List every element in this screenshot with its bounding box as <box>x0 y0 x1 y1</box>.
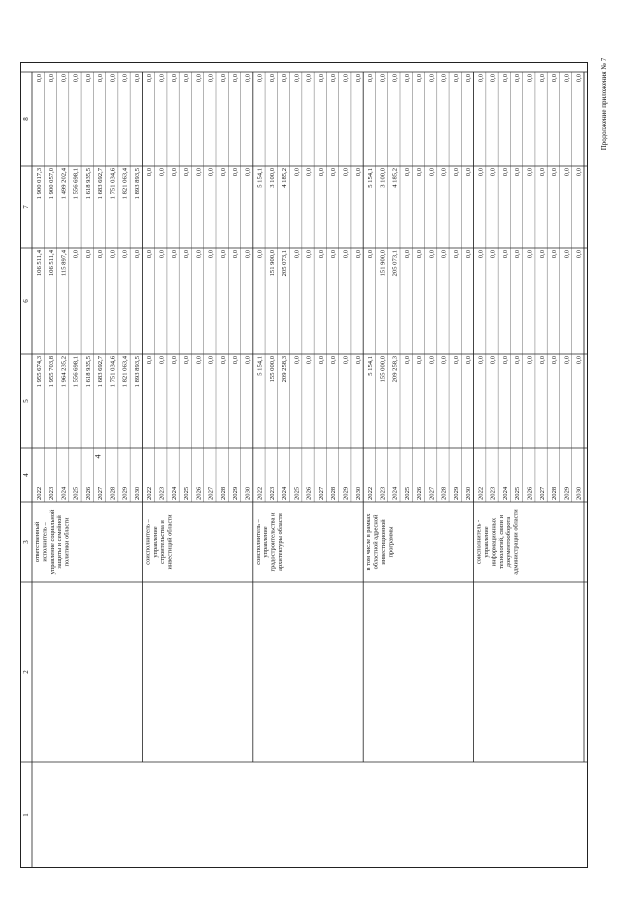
value-cell: 0,0 <box>416 74 424 83</box>
value-cell: 0,0 <box>551 74 559 83</box>
value-cell: 0,0 <box>452 168 460 177</box>
value-cell: 0,0 <box>465 250 473 259</box>
value-cell: 0,0 <box>195 250 203 259</box>
value-cell: 0,0 <box>72 74 80 83</box>
group-label-line: ответственный <box>34 521 41 563</box>
year-cell: 2026 <box>526 486 534 500</box>
value-cell: 0,0 <box>538 168 546 177</box>
value-cell: 0,0 <box>489 74 497 83</box>
value-cell: 5 154,1 <box>367 168 375 188</box>
value-cell: 0,0 <box>367 74 375 83</box>
value-cell: 0,0 <box>158 356 166 365</box>
value-cell: 0,0 <box>379 74 387 83</box>
value-cell: 205 073,1 <box>281 250 289 277</box>
value-cell: 0,0 <box>342 74 350 83</box>
year-cell: 2027 <box>317 486 325 500</box>
value-cell: 0,0 <box>317 168 325 177</box>
value-cell: 0,0 <box>281 74 289 83</box>
year-cell: 2027 <box>97 486 105 500</box>
value-cell: 0,0 <box>158 168 166 177</box>
value-cell: 151 900,0 <box>268 250 276 277</box>
value-cell: 0,0 <box>403 74 411 83</box>
value-cell: 0,0 <box>563 250 571 259</box>
value-cell: 0,0 <box>232 250 240 259</box>
value-cell: 0,0 <box>207 74 215 83</box>
value-cell: 0,0 <box>501 74 509 83</box>
column-number: 2 <box>22 670 30 674</box>
value-cell: 0,0 <box>514 168 522 177</box>
value-cell: 0,0 <box>195 74 203 83</box>
year-cell: 2030 <box>244 486 252 500</box>
value-cell: 0,0 <box>477 74 485 83</box>
value-cell: 0,0 <box>146 356 154 365</box>
value-cell: 0,0 <box>183 250 191 259</box>
value-cell: 0,0 <box>170 168 178 177</box>
column-number: 1 <box>22 813 30 817</box>
value-cell: 1 499 202,4 <box>60 168 68 200</box>
value-cell: 0,0 <box>48 74 56 83</box>
column-number: 7 <box>22 205 30 209</box>
value-cell: 0,0 <box>84 250 92 259</box>
group-label-line: политики области <box>63 517 71 567</box>
value-cell: 0,0 <box>121 74 129 83</box>
value-cell: 0,0 <box>428 356 436 365</box>
value-cell: 1 683 692,7 <box>97 356 105 388</box>
value-cell: 1 618 935,5 <box>84 168 92 200</box>
group-label-line: управление <box>151 526 159 558</box>
year-cell: 2030 <box>354 486 362 500</box>
year-cell: 2025 <box>514 486 522 500</box>
value-cell: 0,0 <box>465 356 473 365</box>
value-cell: 0,0 <box>514 74 522 83</box>
value-cell: 1 821 063,4 <box>121 168 129 200</box>
value-cell: 0,0 <box>489 250 497 259</box>
value-cell: 0,0 <box>317 250 325 259</box>
year-cell: 2029 <box>121 486 129 500</box>
value-cell: 0,0 <box>330 168 338 177</box>
value-cell: 1 618 935,5 <box>84 356 92 388</box>
group-label-line: информационных <box>490 517 498 567</box>
value-cell: 0,0 <box>244 250 252 259</box>
year-cell: 2026 <box>195 486 203 500</box>
value-cell: 0,0 <box>330 74 338 83</box>
year-cell: 2028 <box>219 486 227 500</box>
value-cell: 0,0 <box>551 168 559 177</box>
value-cell: 3 100,0 <box>379 168 387 188</box>
value-cell: 0,0 <box>219 250 227 259</box>
value-cell: 0,0 <box>72 250 80 259</box>
value-cell: 0,0 <box>293 356 301 365</box>
year-cell: 2028 <box>551 486 559 500</box>
value-cell: 0,0 <box>526 356 534 365</box>
value-cell: 0,0 <box>256 250 264 259</box>
value-cell: 0,0 <box>109 250 117 259</box>
year-cell: 2022 <box>367 486 375 500</box>
year-cell: 2027 <box>207 486 215 500</box>
value-cell: 0,0 <box>428 168 436 177</box>
value-cell: 0,0 <box>354 74 362 83</box>
column-number: 6 <box>22 299 30 303</box>
value-cell: 0,0 <box>342 356 350 365</box>
value-cell: 1 893 893,5 <box>133 168 141 200</box>
value-cell: 0,0 <box>403 356 411 365</box>
value-cell: 1 955 703,8 <box>48 356 56 388</box>
value-cell: 1 556 698,1 <box>72 356 80 388</box>
value-cell: 0,0 <box>183 168 191 177</box>
value-cell: 0,0 <box>563 168 571 177</box>
year-cell: 2025 <box>403 486 411 500</box>
group-label-line: защиты и семейной <box>56 515 64 569</box>
value-cell: 1 900 057,0 <box>48 168 56 200</box>
value-cell: 0,0 <box>501 356 509 365</box>
value-cell: 0,0 <box>440 74 448 83</box>
value-cell: 0,0 <box>575 168 583 177</box>
value-cell: 0,0 <box>354 168 362 177</box>
value-cell: 1 556 698,1 <box>72 168 80 200</box>
value-cell: 0,0 <box>551 356 559 365</box>
value-cell: 5 154,1 <box>367 356 375 376</box>
year-cell: 2022 <box>256 486 264 500</box>
value-cell: 0,0 <box>317 356 325 365</box>
year-cell: 2027 <box>428 486 436 500</box>
value-cell: 0,0 <box>526 250 534 259</box>
year-cell: 2028 <box>440 486 448 500</box>
value-cell: 115 897,4 <box>60 250 68 277</box>
value-cell: 0,0 <box>219 356 227 365</box>
value-cell: 0,0 <box>195 356 203 365</box>
value-cell: 205 073,1 <box>391 250 399 277</box>
value-cell: 0,0 <box>501 168 509 177</box>
year-cell: 2024 <box>170 486 178 500</box>
value-cell: 1 955 674,3 <box>35 356 43 388</box>
value-cell: 209 258,3 <box>391 356 399 383</box>
value-cell: 1 751 034,6 <box>109 356 117 388</box>
value-cell: 0,0 <box>452 74 460 83</box>
year-cell: 2023 <box>48 486 56 500</box>
value-cell: 155 000,0 <box>379 356 387 383</box>
value-cell: 209 258,3 <box>281 356 289 383</box>
value-cell: 0,0 <box>97 250 105 259</box>
value-cell: 0,0 <box>219 168 227 177</box>
value-cell: 0,0 <box>293 250 301 259</box>
value-cell: 0,0 <box>330 356 338 365</box>
year-cell: 2030 <box>465 486 473 500</box>
value-cell: 0,0 <box>465 168 473 177</box>
financing-table-grid <box>20 62 588 868</box>
group-label-line: администрации области <box>512 509 520 575</box>
value-cell: 0,0 <box>416 250 424 259</box>
value-cell: 0,0 <box>403 168 411 177</box>
year-cell: 2030 <box>133 486 141 500</box>
value-cell: 0,0 <box>489 356 497 365</box>
value-cell: 0,0 <box>60 74 68 83</box>
year-cell: 2023 <box>379 486 387 500</box>
year-cell: 2024 <box>391 486 399 500</box>
value-cell: 0,0 <box>97 74 105 83</box>
value-cell: 4 185,2 <box>281 168 289 188</box>
year-cell: 2022 <box>477 486 485 500</box>
year-cell: 2025 <box>293 486 301 500</box>
value-cell: 0,0 <box>538 74 546 83</box>
year-cell: 2029 <box>452 486 460 500</box>
value-cell: 0,0 <box>305 74 313 83</box>
value-cell: 0,0 <box>232 74 240 83</box>
value-cell: 0,0 <box>207 250 215 259</box>
year-cell: 2023 <box>158 486 166 500</box>
financing-table <box>20 62 588 868</box>
value-cell: 0,0 <box>133 74 141 83</box>
value-cell: 0,0 <box>207 168 215 177</box>
value-cell: 0,0 <box>268 74 276 83</box>
group-label-line: строительства и <box>159 520 167 564</box>
value-cell: 106 511,4 <box>35 250 43 277</box>
year-cell: 2026 <box>416 486 424 500</box>
year-cell: 2028 <box>109 486 117 500</box>
value-cell: 0,0 <box>183 356 191 365</box>
value-cell: 0,0 <box>514 356 522 365</box>
year-cell: 2029 <box>563 486 571 500</box>
value-cell: 0,0 <box>170 356 178 365</box>
value-cell: 0,0 <box>183 74 191 83</box>
year-cell: 2030 <box>575 486 583 500</box>
value-cell: 0,0 <box>526 168 534 177</box>
group-label-line: соисполнитель – <box>254 519 262 565</box>
value-cell: 0,0 <box>146 250 154 259</box>
year-cell: 2029 <box>232 486 240 500</box>
group-label-line: инвестиционной <box>380 519 387 565</box>
value-cell: 0,0 <box>342 250 350 259</box>
value-cell: 0,0 <box>146 168 154 177</box>
value-cell: 1 821 063,4 <box>121 356 129 388</box>
group-label-line: управление <box>483 526 490 558</box>
value-cell: 0,0 <box>133 250 141 259</box>
value-cell: 0,0 <box>563 356 571 365</box>
group-label-line: областной адресной <box>372 514 380 570</box>
year-cell: 2023 <box>268 486 276 500</box>
value-cell: 0,0 <box>170 74 178 83</box>
value-cell: 1 893 893,5 <box>133 356 141 388</box>
value-cell: 1 683 692,7 <box>97 168 105 200</box>
value-cell: 1 964 235,2 <box>60 356 68 388</box>
value-cell: 0,0 <box>207 356 215 365</box>
year-cell: 2026 <box>305 486 313 500</box>
value-cell: 0,0 <box>293 168 301 177</box>
value-cell: 0,0 <box>575 74 583 83</box>
group-label-line: документооборота <box>505 516 513 568</box>
value-cell: 0,0 <box>563 74 571 83</box>
group-label-line: инвестиций области <box>166 514 174 570</box>
group-label-line: технологий, связи и <box>497 515 505 569</box>
value-cell: 0,0 <box>501 250 509 259</box>
column-number: 8 <box>22 117 30 121</box>
value-cell: 1 900 017,3 <box>35 168 43 200</box>
value-cell: 155 000,0 <box>268 356 276 383</box>
value-cell: 0,0 <box>256 74 264 83</box>
year-cell: 2024 <box>501 486 509 500</box>
value-cell: 0,0 <box>477 250 485 259</box>
value-cell: 0,0 <box>477 356 485 365</box>
value-cell: 0,0 <box>158 250 166 259</box>
group-label-line: программы <box>387 526 395 558</box>
value-cell: 3 100,0 <box>268 168 276 188</box>
group-label-line: соисполнитель - <box>475 519 483 565</box>
value-cell: 0,0 <box>440 250 448 259</box>
year-cell: 2022 <box>146 486 154 500</box>
value-cell: 0,0 <box>330 250 338 259</box>
value-cell: 0,0 <box>489 168 497 177</box>
column-number: 4 <box>22 473 30 477</box>
value-cell: 0,0 <box>232 168 240 177</box>
column-number: 3 <box>22 540 30 544</box>
value-cell: 0,0 <box>195 168 203 177</box>
year-cell: 2028 <box>330 486 338 500</box>
value-cell: 0,0 <box>244 74 252 83</box>
page-number: 4 <box>93 454 103 459</box>
value-cell: 0,0 <box>354 356 362 365</box>
value-cell: 0,0 <box>452 356 460 365</box>
value-cell: 0,0 <box>109 74 117 83</box>
value-cell: 0,0 <box>121 250 129 259</box>
year-cell: 2029 <box>342 486 350 500</box>
value-cell: 0,0 <box>440 168 448 177</box>
year-cell: 2023 <box>489 486 497 500</box>
value-cell: 0,0 <box>428 250 436 259</box>
group-label-line: исполнитель – <box>41 522 49 562</box>
value-cell: 0,0 <box>244 356 252 365</box>
group-label-line: соисполнитель – <box>144 519 152 565</box>
value-cell: 0,0 <box>403 250 411 259</box>
group-label-line: градостроительства и <box>269 512 277 572</box>
value-cell: 5 154,1 <box>256 168 264 188</box>
year-cell: 2026 <box>84 486 92 500</box>
value-cell: 106 511,4 <box>48 250 56 277</box>
value-cell: 0,0 <box>342 168 350 177</box>
value-cell: 4 185,2 <box>391 168 399 188</box>
year-cell: 2027 <box>538 486 546 500</box>
value-cell: 0,0 <box>416 168 424 177</box>
group-label-line: архитектуры области <box>277 513 284 571</box>
group-label-line: управление социальной <box>48 509 56 575</box>
year-cell: 2024 <box>60 486 68 500</box>
value-cell: 0,0 <box>416 356 424 365</box>
group-label-line: в том числе в рамках <box>365 513 373 571</box>
value-cell: 0,0 <box>575 250 583 259</box>
year-cell: 2022 <box>35 486 43 500</box>
value-cell: 1 751 034,6 <box>109 168 117 200</box>
value-cell: 0,0 <box>551 250 559 259</box>
value-cell: 0,0 <box>526 74 534 83</box>
value-cell: 0,0 <box>35 74 43 83</box>
value-cell: 0,0 <box>575 356 583 365</box>
value-cell: 0,0 <box>232 356 240 365</box>
value-cell: 0,0 <box>391 74 399 83</box>
value-cell: 0,0 <box>514 250 522 259</box>
value-cell: 0,0 <box>538 250 546 259</box>
value-cell: 0,0 <box>367 250 375 259</box>
value-cell: 0,0 <box>219 74 227 83</box>
year-cell: 2024 <box>281 486 289 500</box>
value-cell: 0,0 <box>305 250 313 259</box>
year-cell: 2025 <box>183 486 191 500</box>
value-cell: 0,0 <box>354 250 362 259</box>
group-label-line: управление <box>262 526 270 558</box>
value-cell: 0,0 <box>170 250 178 259</box>
value-cell: 0,0 <box>428 74 436 83</box>
value-cell: 0,0 <box>244 168 252 177</box>
value-cell: 0,0 <box>317 74 325 83</box>
value-cell: 0,0 <box>293 74 301 83</box>
value-cell: 0,0 <box>452 250 460 259</box>
value-cell: 0,0 <box>538 356 546 365</box>
appendix-caption: Продолжение приложения № 7 <box>600 57 608 151</box>
value-cell: 0,0 <box>158 74 166 83</box>
value-cell: 0,0 <box>84 74 92 83</box>
value-cell: 0,0 <box>465 74 473 83</box>
value-cell: 0,0 <box>305 168 313 177</box>
column-number: 5 <box>22 399 30 403</box>
value-cell: 0,0 <box>305 356 313 365</box>
value-cell: 0,0 <box>440 356 448 365</box>
value-cell: 0,0 <box>477 168 485 177</box>
value-cell: 151 900,0 <box>379 250 387 277</box>
year-cell: 2025 <box>72 486 80 500</box>
value-cell: 5 154,1 <box>256 356 264 376</box>
value-cell: 0,0 <box>146 74 154 83</box>
